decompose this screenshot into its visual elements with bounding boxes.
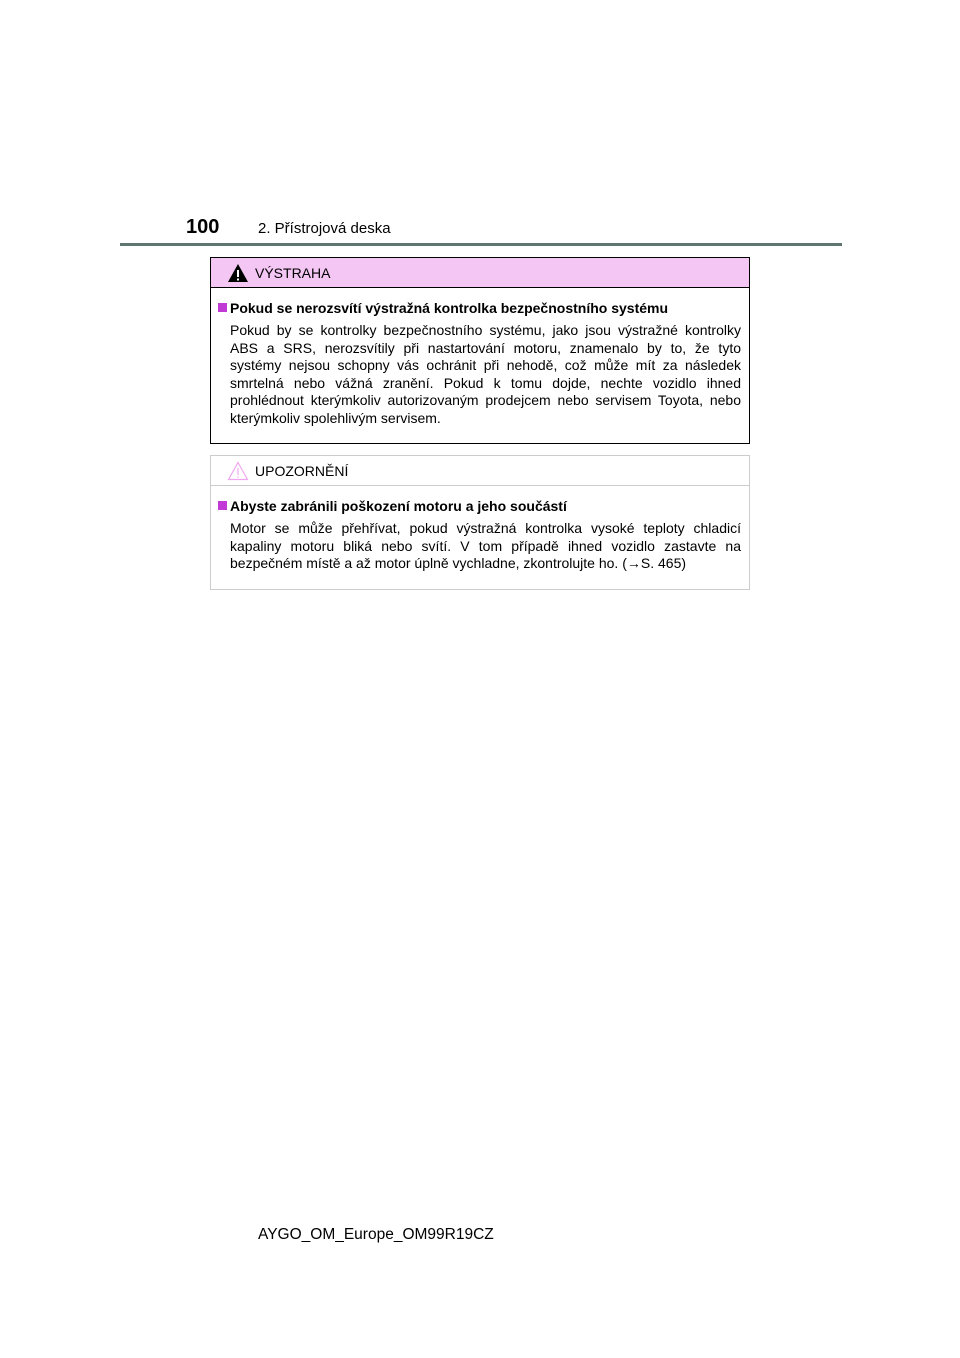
warning-item-heading-text: Pokud se nerozsvítí výstražná kontrolka bezpečnostního systému (230, 300, 669, 316)
caution-item-text: Motor se může přehřívat, pokud výstražná kontrolka vysoké teploty chladicí kapaliny motoru bliká nebo svítí. V tom případě ihned vozidlo zastavte na bezpečném místě a až motor úplně vychladne, zkontrolujte ho. (→S. 465) (230, 520, 741, 572)
caution-item-heading (218, 497, 741, 515)
warning-item-heading (218, 299, 741, 317)
square-bullet-icon (218, 501, 227, 510)
caution-triangle-icon (227, 461, 249, 481)
page-number: 100 (186, 216, 220, 238)
caution-item-heading-text: Abyste zabránili poškození motoru a jeho součástí (230, 498, 567, 514)
warning-triangle-icon (227, 263, 249, 283)
caution-box-body (211, 486, 749, 573)
footer-document-code: AYGO_OM_Europe_OM99R19CZ (258, 1226, 494, 1243)
warning-box (210, 257, 750, 444)
caution-box-header (211, 456, 749, 486)
caution-box (210, 455, 750, 590)
warning-item-text: Pokud by se kontrolky bezpečnostního systému, jako jsou výstražné kontrolky ABS a SRS, nerozsvítily při nastartování motoru, znamenalo by to, že tyto systémy nejsou schopny vás ochránit při nehodě, což může mít za následek smrtelná nebo vážná zranění. Pokud k tomu dojde, nechte vozidlo ihned prohlédnout kterýmkoliv autorizovaným prodejcem nebo servisem Toyota, nebo kterýmkoliv spolehlivým servisem. (230, 322, 741, 426)
header-rule (120, 243, 842, 246)
square-bullet-icon (218, 303, 227, 312)
warning-box-header (211, 258, 749, 288)
warning-box-title: VÝSTRAHA (255, 265, 331, 281)
warning-box-body (211, 288, 749, 428)
caution-box-title: UPOZORNĚNÍ (255, 463, 349, 479)
chapter-title: 2. Přístrojová deska (258, 220, 391, 237)
